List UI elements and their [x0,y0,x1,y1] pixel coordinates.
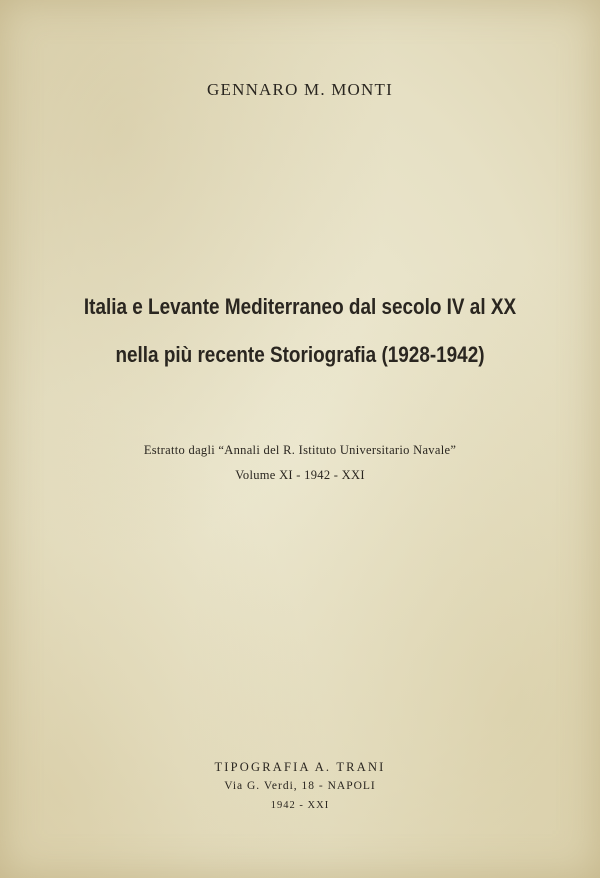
publication-year: 1942 - XXI [270,800,330,811]
volume-info: Volume XI - 1942 - XXI [235,468,365,482]
title-line-1: Italia e Levante Mediterraneo dal secolo IV al XX [83,294,517,319]
publisher-address: Via G. Verdi, 18 - NAPOLI [224,780,376,792]
title-line-2: nella più recente Storiografia (1928-1942) [115,342,485,367]
publisher-name: TIPOGRAFIA A. TRANI [214,760,386,774]
author-name: GENNARO M. MONTI [207,80,393,99]
extract-note: Estratto dagli “Annali del R. Istituto Universitario Navale” [143,443,457,457]
